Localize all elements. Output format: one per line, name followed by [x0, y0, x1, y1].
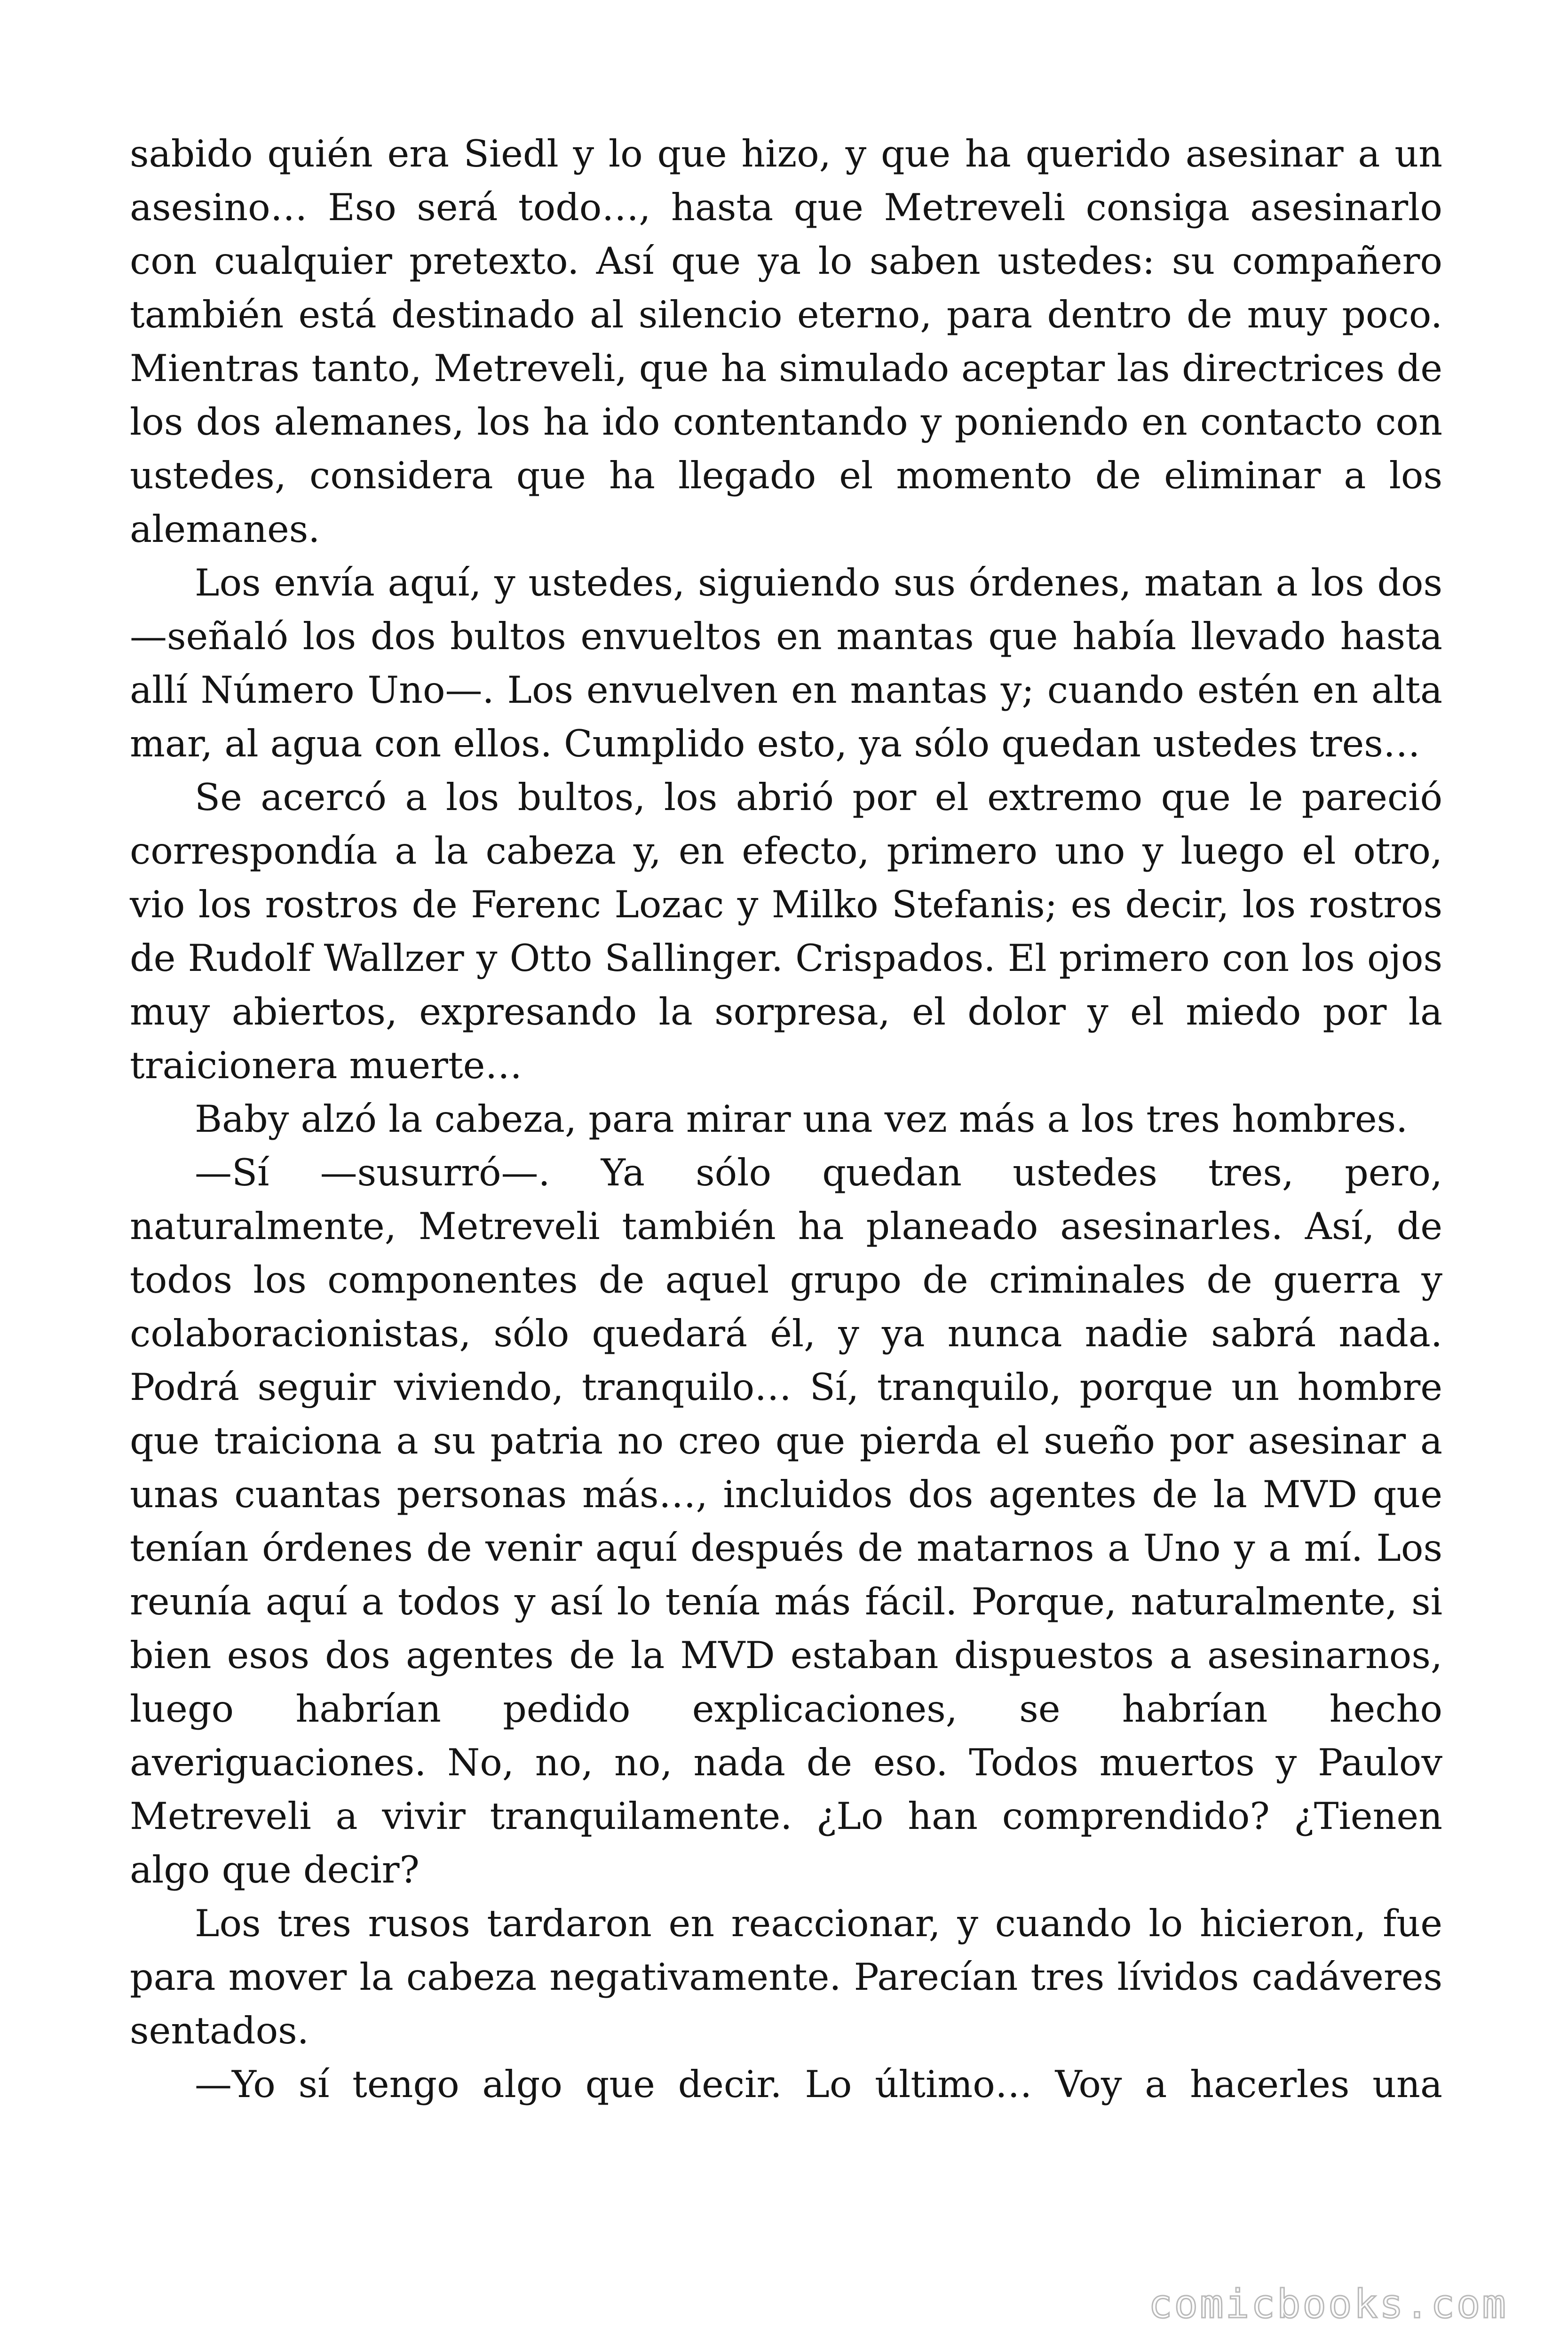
paragraph-5: —Sí —susurró—. Ya sólo quedan ustedes tres, pero, naturalmente, Metreveli también ha planeado asesinarles. Así, de todos los componentes de aquel grupo de criminales de guerra y colaboracionistas, sólo quedará él, y ya nunca nadie sabrá nada. Podrá seguir viviendo, tranquilo… Sí, tranquilo, porque un hombre que traiciona a su patria no creo que pierda el sueño por asesinar a unas cuantas personas más…, incluidos dos agentes de la MVD que tenían órdenes de venir aquí después de matarnos a Uno y a mí. Los reunía aquí a todos y así lo tenía más fácil. Porque, naturalmente, si bien esos dos agentes de la MVD estaban dispuestos a asesinarnos, luego habrían pedido explicaciones, se habrían hecho averiguaciones. No, no, no, nada de eso. Todos muertos y Paulov Metreveli a vivir tranquilamente. ¿Lo han comprendido? ¿Tienen algo que decir?	[130, 1151, 1442, 1891]
paragraph-7: —Yo sí tengo algo que decir. Lo último… Voy a hacerles una	[195, 2063, 1442, 2106]
watermark-logo: comicbooks.com	[1148, 2281, 1508, 2327]
paragraph-2: Los envía aquí, y ustedes, siguiendo sus órdenes, matan a los dos —señaló los dos bultos envueltos en mantas que había llevado hasta allí Número Uno—. Los envuelven en mantas y; cuando estén en alta mar, al agua con ellos. Cumplido esto, ya sólo quedan ustedes tres…	[130, 561, 1442, 765]
paragraph-3: Se acercó a los bultos, los abrió por el extremo que le pareció correspondía a la cabeza y, en efecto, primero uno y luego el otro, vio los rostros de Ferenc Lozac y Milko Stefanis; es decir, los rostros de Rudolf Wallzer y Otto Sallinger. Crispados. El primero con los ojos muy abiertos, expresando la sorpresa, el dolor y el miedo por la traicionera muerte…	[130, 776, 1442, 1087]
paragraph-1: sabido quién era Siedl y lo que hizo, y que ha querido asesinar a un asesino… Eso será todo…, hasta que Metreveli consiga asesinarlo con cualquier pretexto. Así que ya lo saben ustedes: su compañero también está destinado al silencio eterno, para dentro de muy poco. Mientras tanto, Metreveli, que ha simulado aceptar las directrices de los dos alemanes, los ha ido contentando y poniendo en contacto con ustedes, considera que ha llegado el momento de eliminar a los alemanes.	[130, 132, 1442, 551]
page-body	[130, 127, 1442, 2111]
paragraph-4: Baby alzó la cabeza, para mirar una vez más a los tres hombres.	[195, 1097, 1408, 1141]
paragraph-6: Los tres rusos tardaron en reaccionar, y cuando lo hicieron, fue para mover la cabeza negativamente. Parecían tres lívidos cadáveres sentados.	[130, 1902, 1442, 2052]
